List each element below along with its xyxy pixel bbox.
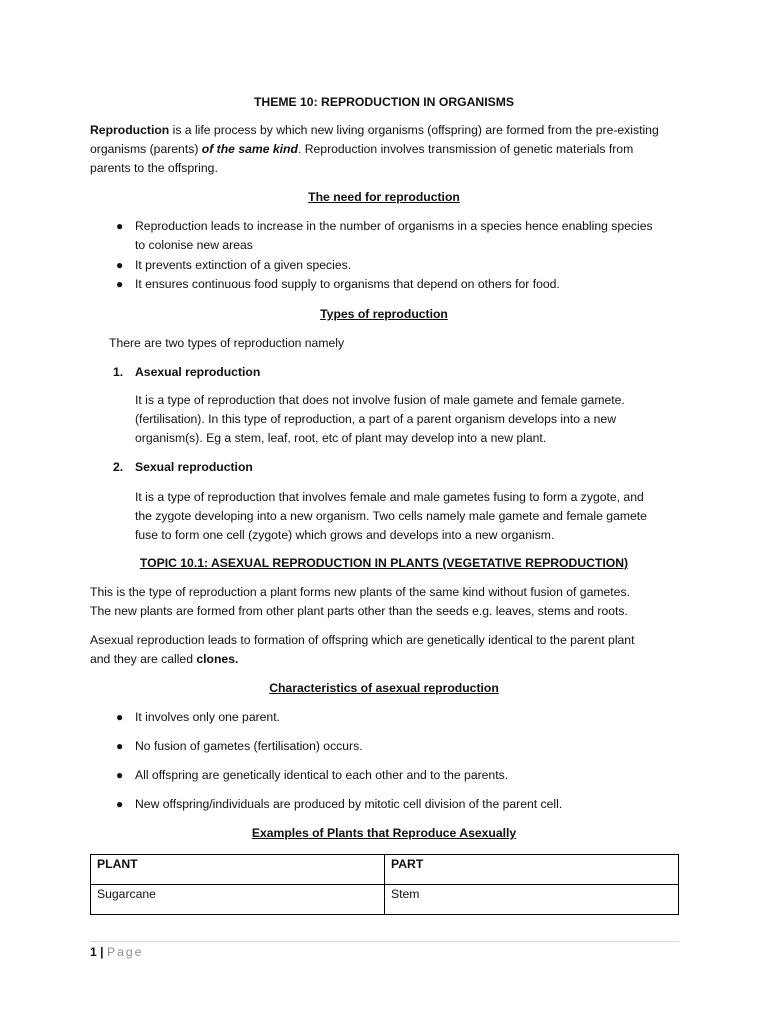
types-heading: Types of reproduction bbox=[320, 307, 448, 321]
need-bullet-2: It prevents extinction of a given species. bbox=[135, 258, 352, 272]
asexual-number: 1. bbox=[113, 365, 124, 379]
page-label: Page bbox=[106, 945, 144, 959]
need-bullet-1-cont: to colonise new areas bbox=[135, 238, 253, 252]
bullet-icon: ● bbox=[116, 797, 124, 811]
table-cell-part: Stem bbox=[385, 885, 679, 915]
column-header-part: PART bbox=[385, 855, 679, 885]
bullet-icon: ● bbox=[116, 710, 124, 724]
page-footer bbox=[90, 943, 143, 962]
table-cell-plant: Sugarcane bbox=[91, 885, 385, 915]
bullet-icon: ● bbox=[116, 219, 124, 233]
characteristic-1: It involves only one parent. bbox=[135, 710, 280, 724]
intro-line-3: parents to the offspring. bbox=[90, 161, 218, 175]
topic-p2-line-1: Asexual reproduction leads to formation of offspring which are genetically identical to the parent plant bbox=[90, 633, 635, 647]
sexual-line-1: It is a type of reproduction that involves female and male gametes fusing to form a zygote, and bbox=[135, 490, 644, 504]
topic-p1-line-1: This is the type of reproduction a plant forms new plants of the same kind without fusion of gametes. bbox=[90, 585, 630, 599]
bullet-icon: ● bbox=[116, 768, 124, 782]
topic-p2-line-2-start: and they are called bbox=[90, 652, 197, 666]
bullet-icon: ● bbox=[116, 277, 124, 291]
footer-separator: | bbox=[100, 945, 104, 959]
intro-emphasis: of the same kind bbox=[201, 142, 298, 156]
topic-p1-line-2: The new plants are formed from other plant parts other than the seeds e.g. leaves, stems and roots. bbox=[90, 604, 628, 618]
asexual-line-2: (fertilisation). In this type of reproduction, a part of a parent organism develops into a new bbox=[135, 412, 616, 426]
table-header-row bbox=[91, 855, 679, 885]
intro-term: Reproduction bbox=[90, 123, 170, 137]
table-row bbox=[91, 885, 679, 915]
sexual-number: 2. bbox=[113, 460, 124, 474]
characteristics-heading: Characteristics of asexual reproduction bbox=[269, 681, 499, 695]
column-header-plant: PLANT bbox=[91, 855, 385, 885]
intro-line-2 bbox=[90, 140, 633, 159]
examples-heading: Examples of Plants that Reproduce Asexually bbox=[251, 826, 517, 840]
sexual-line-2: the zygote developing into a new organism. Two cells namely male gamete and female gamete bbox=[135, 509, 647, 523]
characteristic-2: No fusion of gametes (fertilisation) occurs. bbox=[135, 739, 363, 753]
sexual-line-3: fuse to form one cell (zygote) which grows and develops into a new organism. bbox=[135, 528, 555, 542]
intro-line-1-text: is a life process by which new living organisms (offspring) are formed from the pre-existing bbox=[169, 123, 659, 137]
footer-divider bbox=[90, 941, 679, 942]
need-bullet-3: It ensures continuous food supply to organisms that depend on others for food. bbox=[135, 277, 560, 291]
topic-p2-line-2 bbox=[90, 650, 238, 669]
asexual-line-1: It is a type of reproduction that does not involve fusion of male gamete and female gamete. bbox=[135, 393, 625, 407]
types-intro: There are two types of reproduction namely bbox=[109, 336, 345, 350]
document-title: THEME 10: REPRODUCTION IN ORGANISMS bbox=[253, 95, 515, 109]
examples-table bbox=[90, 854, 679, 915]
asexual-title: Asexual reproduction bbox=[135, 365, 261, 379]
characteristic-4: New offspring/individuals are produced by mitotic cell division of the parent cell. bbox=[135, 797, 563, 811]
intro-line-2-start: organisms (parents) bbox=[90, 142, 202, 156]
asexual-line-3: organism(s). Eg a stem, leaf, root, etc of plant may develop into a new plant. bbox=[135, 431, 547, 445]
page-number: 1 bbox=[90, 945, 97, 959]
sexual-title: Sexual reproduction bbox=[135, 460, 253, 474]
topic-heading: TOPIC 10.1: ASEXUAL REPRODUCTION IN PLANTS (VEGETATIVE REPRODUCTION) bbox=[139, 556, 629, 570]
characteristic-3: All offspring are genetically identical to each other and to the parents. bbox=[135, 768, 509, 782]
intro-line-1 bbox=[90, 121, 659, 140]
intro-line-2-end: . Reproduction involves transmission of genetic materials from bbox=[297, 142, 634, 156]
need-bullet-1: Reproduction leads to increase in the number of organisms in a species hence enabling species bbox=[135, 219, 653, 233]
need-heading: The need for reproduction bbox=[308, 190, 460, 204]
bullet-icon: ● bbox=[116, 739, 124, 753]
bullet-icon: ● bbox=[116, 258, 124, 272]
clones-term: clones. bbox=[196, 652, 239, 666]
